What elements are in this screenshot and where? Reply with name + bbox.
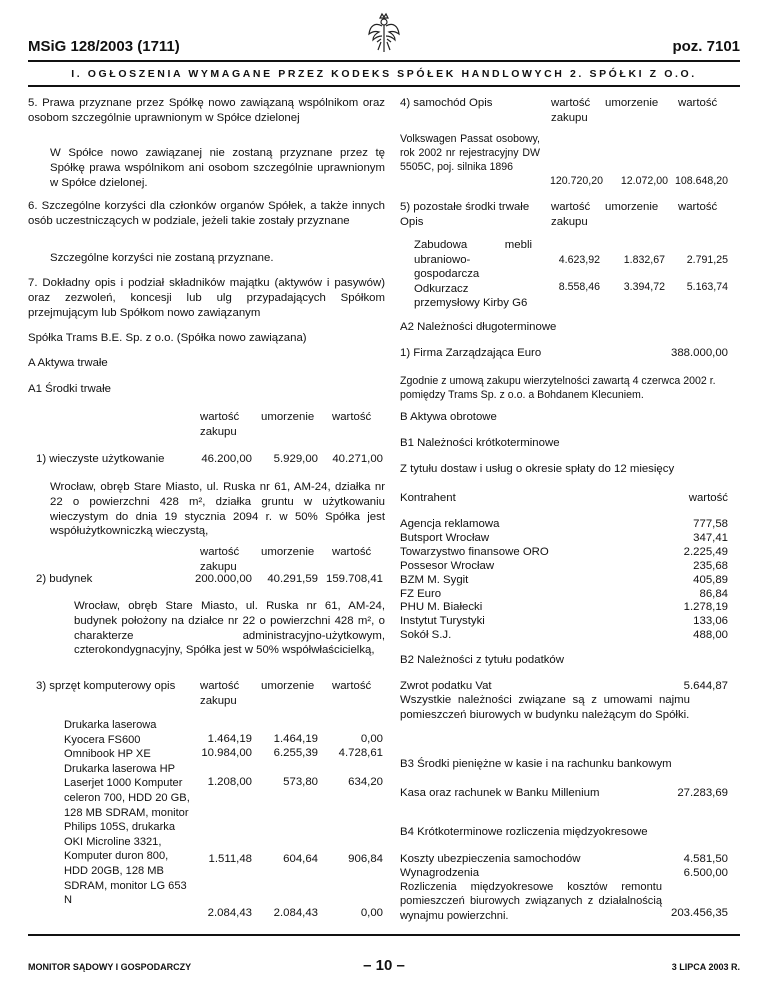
item-5-row-1-value: 2.791,25 [686, 254, 728, 266]
item-2-value: 159.708,41 [325, 573, 383, 585]
item-3-row-3-depreciation: 573,80 [283, 776, 318, 788]
item-1-purchase: 46.200,00 [201, 453, 252, 465]
item-3-row-5-value: 0,00 [360, 907, 383, 919]
item-3-row-4-purchase: 1.511,48 [208, 853, 252, 865]
contractor-row [400, 532, 728, 546]
contractor-value: 133,06 [693, 615, 728, 628]
contractor-name: Instytut Turystyki [400, 615, 485, 628]
item-2-purchase: 200.000,00 [194, 573, 252, 585]
contractor-name: PHU M. Białecki [400, 601, 483, 614]
a2-item: 1) Firma Zarządzająca Euro [400, 347, 542, 359]
contractor-name: FZ Euro [400, 587, 442, 600]
company-name: Spółka Trams B.E. Sp. z o.o. (Spółka nowo zawiązana) [28, 332, 307, 344]
item-5-row-2-purchase: 8.558,46 [558, 281, 600, 293]
col-header-depreciation: umorzenie [261, 411, 315, 423]
b2-item: Zwrot podatku Vat [400, 680, 492, 692]
contractor-header: Kontrahent [400, 492, 456, 504]
b4-value-3: 203.456,35 [670, 907, 728, 919]
item-1-value: 40.271,00 [332, 453, 383, 465]
item-3-row-2-depreciation: 6.255,39 [273, 747, 318, 759]
r-col-header-purchase-value: wartość zakupu [551, 97, 591, 125]
contractor-name: BZM M. Sygit [400, 573, 469, 586]
b3-value: 27.283,69 [677, 787, 728, 799]
footer-rule [28, 934, 740, 936]
item-4-depreciation: 12.072,00 [620, 175, 668, 187]
point-6: 6. Szczególne korzyści dla członków organów Spółek, a także innych osób uczestniczących w podziale, jeżeli takie zostały przyznane [28, 200, 385, 227]
item-3-row-4-depreciation: 604,64 [283, 853, 318, 865]
col-header-purchase-value: wartość zakupu [200, 411, 240, 439]
item-3-row-1-purchase: 1.464,19 [207, 733, 252, 745]
contractors-list [400, 518, 728, 643]
r-col-header-purchase-value-2: wartość zakupu [551, 201, 591, 229]
contractor-value: 405,89 [693, 573, 728, 586]
contractor-value: 488,00 [693, 629, 728, 642]
item-2-depreciation: 40.291,59 [267, 573, 318, 585]
point-5-answer: W Spółce nowo zawiązanej nie zostaną przyznane przez tę Spółkę prawa wspólnikom ani osobom szczególnie uprawnionym w Spółce dzielonej. [50, 147, 385, 189]
item-5-row-2-value: 5.163,74 [686, 281, 728, 293]
item-5-row-2-depreciation: 3.394,72 [623, 281, 665, 293]
b2-value: 5.644,87 [683, 680, 728, 692]
header-rule [28, 60, 740, 62]
heading-a2: A2 Należności długoterminowe [400, 321, 557, 333]
item-5-label: 5) pozostałe środki trwałe Opis [400, 201, 530, 228]
item-2-description: Wrocław, obręb Stare Miasto, ul. Ruska nr 61, AM-24, budynek położony na działce nr 22 o powierzchni 428 m², o charakterze administracyjno-użytkowym, czterokondygnacyjny, Spółka jest w 50% współwłaścicielką, [74, 600, 385, 657]
b1-note: Z tytułu dostaw i usług o okresie spłaty do 12 miesięcy [400, 463, 675, 475]
contractor-row [400, 518, 728, 532]
footer-publication: MONITOR SĄDOWY I GOSPODARCZY [28, 962, 192, 972]
item-4-value: 108.648,20 [674, 175, 728, 187]
a2-note: Zgodnie z umową zakupu wierzytelności zawartą 4 czerwca 2002 r. pomiędzy Trams Sp. z o.o. a Bohdanem Klecuniem. [400, 375, 716, 401]
col-header-depreciation-3: umorzenie [261, 680, 315, 692]
heading-b4: B4 Krótkoterminowe rozliczenia międzyokresowe [400, 826, 648, 838]
contractor-row [400, 546, 728, 560]
contractor-name: Possesor Wrocław [400, 559, 495, 572]
contractor-row [400, 560, 728, 574]
b4-item-2: Wynagrodzenia [400, 867, 480, 879]
contractor-row [400, 615, 728, 629]
contractor-name: Sokół S.J. [400, 629, 452, 642]
heading-b1: B1 Należności krótkoterminowe [400, 437, 560, 449]
item-5-row-1-purchase: 4.623,92 [558, 254, 600, 266]
contractor-value: 2.225,49 [683, 545, 728, 558]
page-number: – 10 – [363, 957, 405, 974]
r-col-header-depreciation: umorzenie [605, 97, 659, 109]
section-rule [28, 85, 740, 87]
item-3-row-3-purchase: 1.208,00 [207, 776, 252, 788]
item-3-label: 3) sprzęt komputerowy opis [36, 680, 176, 692]
col-header-purchase-value-2: wartość zakupu [200, 546, 240, 574]
col-header-value-3: wartość [332, 680, 372, 692]
item-3-description: Drukarka laserowa Kyocera FS600 Omnibook HP XE Drukarka laserowa HP Laserjet 1000 Komputer celeron 700, HDD 20 GB, 128 MB SDRAM, monitor Philips 105S, drukarka OKI Microline 3321, Komputer duron 800, HDD 20GB, 128 MB SDRAM, monitor LG 653 N [64, 719, 190, 907]
contractor-row [400, 601, 728, 615]
col-header-value: wartość [332, 411, 372, 423]
r-col-header-value: wartość [678, 97, 718, 109]
contractor-row [400, 629, 728, 643]
r-col-header-depreciation-2: umorzenie [605, 201, 659, 213]
contractor-value: 235,68 [693, 559, 728, 572]
item-4-description: Volkswagen Passat osobowy, rok 2002 nr rejestracyjny DW 5505C, poj. silnika 1896 [400, 133, 540, 174]
contractor-row [400, 588, 728, 602]
heading-a1: A1 Środki trwałe [28, 383, 111, 395]
point-6-answer: Szczególne korzyści nie zostaną przyznane. [50, 252, 274, 264]
item-2-label: 2) budynek [36, 573, 93, 585]
point-5: 5. Prawa przyznane przez Spółkę nowo zawiązaną wspólnikom oraz osobom szczególnie uprawnionym w Spółce dzielonej [28, 97, 385, 124]
contractor-name: Butsport Wrocław [400, 531, 490, 544]
section-title: I. OGŁOSZENIA WYMAGANE PRZEZ KODEKS SPÓŁEK HANDLOWYCH 2. SPÓŁKI Z O.O. [71, 68, 697, 80]
col-header-depreciation-2: umorzenie [261, 546, 315, 558]
position-number: poz. 7101 [672, 38, 740, 55]
item-4-purchase: 120.720,20 [549, 175, 603, 187]
b4-value-1: 4.581,50 [683, 853, 728, 865]
a2-value: 388.000,00 [670, 347, 728, 359]
contractor-value: 777,58 [693, 518, 728, 530]
contractor-value: 86,84 [699, 587, 728, 600]
polish-eagle-emblem-icon [367, 12, 401, 54]
r-col-header-value-2: wartość [678, 201, 718, 213]
heading-a: A Aktywa trwałe [28, 357, 108, 369]
item-3-row-5-depreciation: 2.084,43 [273, 907, 318, 919]
heading-b3: B3 Środki pieniężne w kasie i na rachunku bankowym [400, 758, 672, 770]
col-header-purchase-value-3: wartość zakupu [200, 680, 240, 708]
contractor-name: Agencja reklamowa [400, 518, 500, 530]
item-3-row-3-value: 634,20 [348, 776, 383, 788]
item-3-row-1-depreciation: 1.464,19 [273, 733, 318, 745]
heading-b2: B2 Należności z tytułu podatków [400, 654, 564, 666]
contractor-value-header: wartość [688, 492, 728, 504]
item-1-label: 1) wieczyste użytkowanie [36, 453, 165, 465]
col-header-value-2: wartość [332, 546, 372, 558]
item-4-label: 4) samochód Opis [400, 97, 493, 109]
item-1-description: Wrocław, obręb Stare Miasto, ul. Ruska nr 61, AM-24, działka nr 22 o powierzchni 428 m², działka gruntu w użytkowaniu wieczystym do dnia 19 stycznia 2094 r. w 50% Spółka jest współużytkowniczką wieczystą, [50, 481, 385, 538]
b4-item-1: Koszty ubezpieczenia samochodów [400, 853, 581, 865]
contractor-row [400, 574, 728, 588]
footer-date: 3 LIPCA 2003 R. [671, 962, 740, 972]
journal-issue: MSiG 128/2003 (1711) [28, 38, 180, 55]
contractor-name: Towarzystwo finansowe ORO [400, 545, 549, 558]
item-3-row-1-value: 0,00 [360, 733, 383, 745]
item-3-row-2-value: 4.728,61 [338, 747, 383, 759]
contractor-value: 347,41 [693, 531, 728, 544]
b4-value-2: 6.500,00 [683, 867, 728, 879]
item-5-row-1-depreciation: 1.832,67 [623, 254, 665, 266]
point-7: 7. Dokładny opis i podział składników majątku (aktywów i pasywów) oraz zezwoleń, koncesji lub ulg przypadających Spółkom przejmującym lub Spółkom nowo zawiązanym [28, 277, 385, 319]
heading-b: B Aktywa obrotowe [400, 411, 497, 423]
b3-item: Kasa oraz rachunek w Banku Millenium [400, 787, 600, 799]
item-5-description: Zabudowa mebli ubraniowo-gospodarcza Odkurzacz przemysłowy Kirby G6 [414, 239, 532, 309]
item-3-row-4-value: 906,84 [348, 853, 383, 865]
b2-note: Wszystkie należności związane są z umowami najmu pomieszczeń biurowych w budynku należącym do Spółki. [400, 694, 690, 721]
item-1-depreciation: 5.929,00 [273, 453, 318, 465]
item-3-row-2-purchase: 10.984,00 [201, 747, 252, 759]
contractor-value: 1.278,19 [683, 601, 728, 614]
item-3-row-5-purchase: 2.084,43 [207, 907, 252, 919]
b4-item-3: Rozliczenia międzyokresowe kosztów remontu pomieszczeń biurowych związanych z działalnością wynajmu powierzchni. [400, 881, 662, 922]
